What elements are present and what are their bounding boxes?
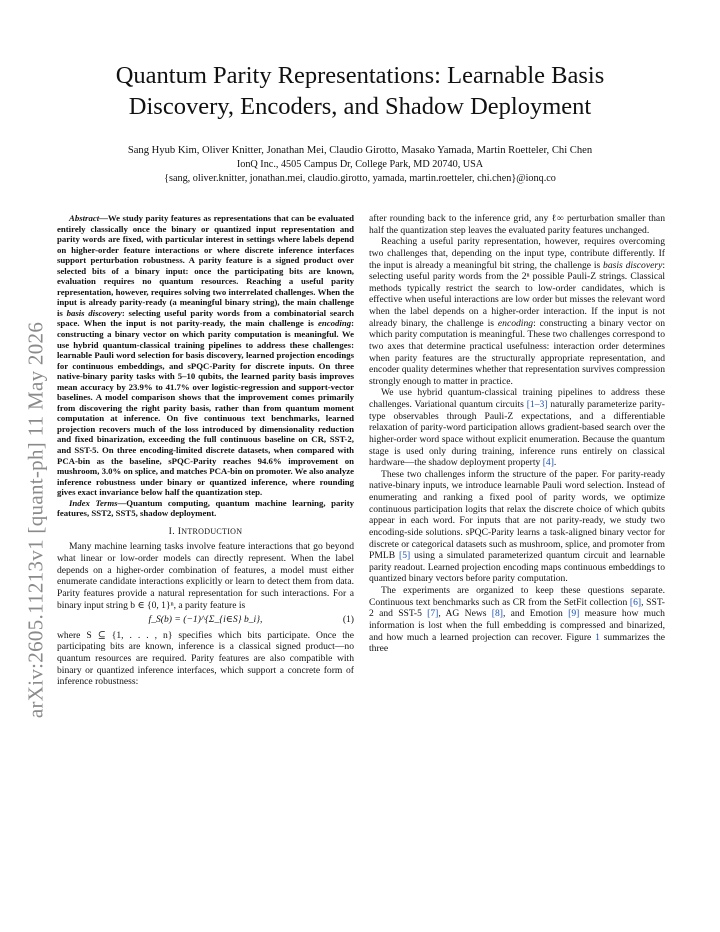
- intro-paragraph-hybrid: We use hybrid quantum-classical training pipelines to address these challenges. Variational quantum circuits [1–3] naturally parameterize parity-type observables through Pauli-Z expectations, and a differentiable relaxation of parity-word participation allows gradient-based search over the higher-order word space without explicit enumeration. Because the quantum stage is used only during training, inference runs entirely on classical hardware—the shadow deployment property [4].: [369, 387, 665, 469]
- intro-paragraph-experiments: The experiments are organized to keep these questions separate. Continuous text benchmarks such as CR from the SetFit collection [6], SST-2 and SST-5 [7], AG News [8], and Emotion [9] measure how much information is lost when the full embedding is compressed and binarized, and how much a learned projection can recover. Figure 1 summarizes the three: [369, 585, 665, 655]
- arxiv-identifier: arXiv:2605.11213v1 [quant-ph] 11 May 2026: [23, 321, 48, 719]
- section-heading-introduction: I. INTRODUCTION: [168, 525, 243, 537]
- left-column: [57, 213, 354, 688]
- author-emails: {sang, oliver.knitter, jonathan.mei, claudio.girotto, yamada, martin.roetteler, chi.chen}@ionq.co: [164, 173, 556, 184]
- equation-body: f_S(b) = (−1)^{Σ_{i∈S} b_i},: [148, 614, 263, 626]
- index-terms: Index Terms—Quantum computing, quantum machine learning, parity features, SST2, SST5, shadow deployment.: [57, 497, 354, 519]
- intro-paragraph-1: Many machine learning tasks involve feature interactions that go beyond what linear or low-order models can directly represent. When the label depends on a higher-order combination of features, a model must either enumerate candidate interactions explicitly or learn to detect them from data. Parity features provide a natural representation for such interactions. For a binary input string b ∈ {0, 1}ⁿ, a parity feature is: [57, 541, 354, 611]
- citation-link[interactable]: [5]: [399, 550, 411, 562]
- arxiv-sidebar: [0, 0, 60, 932]
- title-line-2: Discovery, Encoders, and Shadow Deployment: [128, 93, 592, 120]
- citation-link[interactable]: [4]: [542, 457, 554, 469]
- citation-link[interactable]: [6]: [629, 596, 642, 608]
- equation-number: (1): [342, 614, 354, 626]
- index-terms-label: Index Terms: [69, 497, 118, 508]
- intro-paragraph-structure: These two challenges inform the structure of the paper. For parity-ready native-binary inputs, we introduce learnable Pauli word selection. Instead of enumerating and ranking a fixed pool of parity words, we optimize continuous participation logits that relax the discrete choice of which qubits appear in each word. For inputs that are not parity-ready, we study two encoding-side solutions. sPQC-Parity learns a task-aligned binary vector for discrete or categorical datasets such as mushroom, splice, and promoter from PMLB [5] using a simulated parameterized quantum circuit and learnable parity readout. Learned projection encoding maps continuous embeddings to quantized binary vectors before parity computation.: [369, 468, 665, 585]
- intro-paragraph-2: where S ⊆ {1, . . . , n} specifies which bits participate. Once the participating bits are known, inference is a classical signed product—no quantum resources are required. Parity features are also compatible with binary or quantized inference interfaces, which support a concrete form of inference robustness:: [57, 629, 354, 688]
- author-list: Sang Hyub Kim, Oliver Knitter, Jonathan Mei, Claudio Girotto, Masako Yamada, Martin Roetteler, Chi Chen: [127, 145, 593, 156]
- equation-1: [57, 614, 354, 626]
- citation-link[interactable]: [7]: [427, 608, 439, 620]
- citation-link[interactable]: [1–3]: [526, 399, 548, 410]
- figure-link[interactable]: 1: [595, 631, 600, 643]
- paper-title: [60, 60, 660, 122]
- intro-paragraph-challenges: Reaching a useful parity representation, however, requires overcoming two challenges that, depending on the input type, contribute differently. If the input is already a meaningful bit string, the challenge is basis discovery: selecting useful parity words from the 2ⁿ possible Pauli-Z strings. Classical methods typically restrict the search to low-order candidates, which is effective when useful interactions are low order but misses the relevant word when the label depends on a higher-order interaction. If the input is not already binary, the challenge is encoding: constructing a binary vector on which parity computation is meaningful. These two challenges correspond to two axes that determine practical usefulness: interaction order determines when parity features are the structurally appropriate representation, and encoder quality determines whether that representation survives compression strongly enough to matter in practice.: [369, 236, 666, 387]
- citation-link[interactable]: [9]: [568, 608, 580, 620]
- affiliation: IonQ Inc., 4505 Campus Dr, College Park, MD 20740, USA: [236, 159, 484, 170]
- abstract-label: Abstract: [69, 213, 100, 223]
- abstract: Abstract—We study parity features as representations that can be evaluated entirely classically once the binary or quantized input representation and parity words are fixed, with particular interest in settings where labels depend on higher-order feature interactions or where discrete inference interfaces support perturbation robustness. A parity feature is a signed product over selected bits of a binary input: once the participating bits are known, evaluation requires no quantum resources. Reaching a useful parity representation, however, requires solving two interrelated challenges. When the input is already parity-ready (a meaningful binary string), the main challenge is basis discovery: selecting useful parity words from a combinatorial search space. When the input is not parity-ready, the main challenge is encoding: constructing a binary vector on which parity computation is meaningful. We use hybrid quantum-classical training pipelines to address these challenges: learnable Pauli word selection for basis discovery, learned projection encodings for continuous embeddings, and sPQC-Parity for discrete inputs. On three native-binary parity tasks with 5–10 qubits, the learned parity basis improves mean accuracy by 23.9% to 41.7% over logistic-regression and support-vector baselines. A model comparison shows that the improvement comes primarily from discovering the right parity basis, rather than from quantum moment computation at inference. On five continuous text benchmarks, learned projection recovers much of the loss introduced by dimensionality reduction and fixed binarization, exceeding the full continuous baseline on CR, SST-2, and SST-5. On three encoding-limited discrete datasets, when compared with PCA-bin as the baseline, sPQC-Parity reaches 94.6% improvement on mushroom, 3.0% on splice, and matches PCA-bin on promoter. We also analyze inference robustness under binary or quantized inference, where rounding gives exact invariance below half the quantization step.: [57, 213, 354, 498]
- title-line-1: Quantum Parity Representations: Learnable Basis: [115, 62, 605, 89]
- citation-link[interactable]: [8]: [491, 608, 503, 620]
- right-column: [369, 213, 665, 655]
- intro-paragraph-continued: after rounding back to the inference grid, any ℓ∞ perturbation smaller than half the quantization step leaves the evaluated parity features unchanged.: [369, 213, 665, 236]
